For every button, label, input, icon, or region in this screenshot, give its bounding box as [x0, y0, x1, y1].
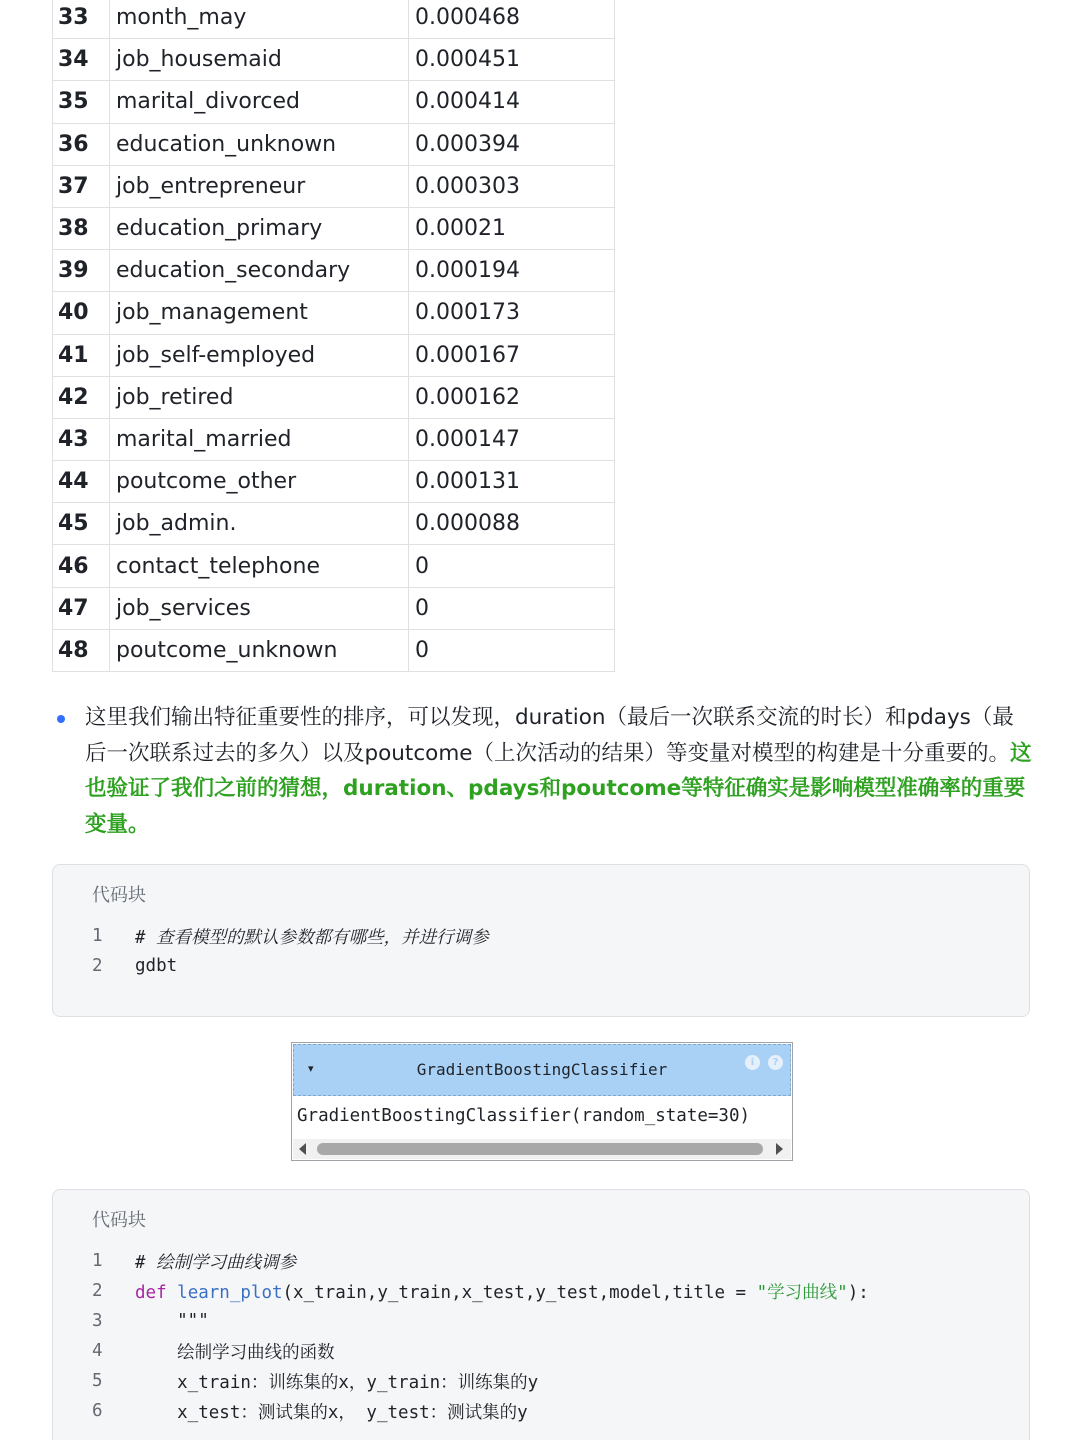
- scroll-left-arrow-icon[interactable]: [299, 1143, 306, 1155]
- code-comment: # 查看模型的默认参数都有哪些，并进行调参: [135, 927, 489, 948]
- feature-importance: 0.00021: [409, 207, 615, 249]
- table-row: [53, 376, 615, 418]
- table-row: [53, 629, 615, 671]
- feature-importance: 0.000194: [409, 250, 615, 292]
- line-number: 1: [92, 926, 103, 946]
- table-row: [53, 123, 615, 165]
- row-index: 37: [53, 165, 110, 207]
- feature-importance: 0.000303: [409, 165, 615, 207]
- info-icon[interactable]: i: [745, 1055, 760, 1070]
- feature-importance: 0.000414: [409, 81, 615, 123]
- table-row: [53, 587, 615, 629]
- row-index: 34: [53, 39, 110, 81]
- feature-importance: 0.000394: [409, 123, 615, 165]
- feature-importance: 0: [409, 587, 615, 629]
- feature-name: job_self-employed: [110, 334, 409, 376]
- bullet-list-item: [52, 700, 1032, 842]
- row-index: 48: [53, 629, 110, 671]
- bullet-highlight-text: 这也验证了我们之前的猜想，duration、pdays和poutcome等特征确实是影响模型准确率的重要变量。: [85, 740, 1032, 837]
- code-docstring: 绘制学习曲线的函数: [135, 1342, 335, 1363]
- estimator-widget: [291, 1042, 793, 1161]
- code-docstring: """: [135, 1311, 209, 1331]
- code-line: [53, 1396, 1029, 1426]
- table-row: [53, 81, 615, 123]
- row-index: 38: [53, 207, 110, 249]
- estimator-header[interactable]: [293, 1044, 791, 1096]
- feature-name: education_secondary: [110, 250, 409, 292]
- table-row: [53, 207, 615, 249]
- horizontal-scrollbar[interactable]: [293, 1139, 791, 1159]
- table-row: [53, 334, 615, 376]
- code-function-name: learn_plot: [177, 1282, 283, 1303]
- line-number: 5: [92, 1371, 103, 1391]
- row-index: 42: [53, 376, 110, 418]
- feature-importance: 0.000147: [409, 418, 615, 460]
- bullet-dot-icon: [57, 715, 65, 723]
- row-index: 39: [53, 250, 110, 292]
- row-index: 47: [53, 587, 110, 629]
- code-punct: ):: [847, 1282, 869, 1303]
- scroll-right-arrow-icon[interactable]: [776, 1143, 783, 1155]
- feature-name: job_admin.: [110, 503, 409, 545]
- code-docstring: x_train：训练集的x，y_train：训练集的y: [135, 1372, 539, 1393]
- feature-name: month_may: [110, 0, 409, 39]
- feature-importance: 0.000468: [409, 0, 615, 39]
- scrollbar-thumb[interactable]: [317, 1143, 763, 1155]
- feature-name: education_unknown: [110, 123, 409, 165]
- line-number: 3: [92, 1311, 103, 1331]
- code-line: [53, 921, 1029, 951]
- feature-name: marital_divorced: [110, 81, 409, 123]
- code-keyword: def: [135, 1282, 178, 1303]
- code-comment: # 绘制学习曲线调参: [135, 1252, 297, 1273]
- line-number: 2: [92, 1281, 103, 1301]
- bullet-text: 这里我们输出特征重要性的排序，可以发现，duration（最后一次联系交流的时长）和pdays（最后一次联系过去的多久）以及poutcome（上次活动的结果）等变量对模型的构建是十分重要的。: [85, 705, 1014, 766]
- row-index: 40: [53, 292, 110, 334]
- table-row: [53, 39, 615, 81]
- feature-name: poutcome_other: [110, 461, 409, 503]
- feature-importance: 0.000162: [409, 376, 615, 418]
- row-index: 36: [53, 123, 110, 165]
- line-number: 4: [92, 1341, 103, 1361]
- code-line: [53, 1336, 1029, 1366]
- feature-name: poutcome_unknown: [110, 629, 409, 671]
- code-docstring: x_test：测试集的x， y_test：测试集的y: [135, 1402, 528, 1423]
- line-number: 1: [92, 1251, 103, 1271]
- table-row: [53, 165, 615, 207]
- feature-importance: 0.000173: [409, 292, 615, 334]
- line-number: 6: [92, 1401, 103, 1421]
- table-row: [53, 503, 615, 545]
- estimator-title: GradientBoostingClassifier: [416, 1060, 668, 1079]
- code-line: [53, 1306, 1029, 1336]
- row-index: 43: [53, 418, 110, 460]
- row-index: 33: [53, 0, 110, 39]
- table-row: [53, 461, 615, 503]
- bullet-paragraph: [85, 700, 1032, 842]
- table-row: [53, 292, 615, 334]
- table-row: [53, 0, 615, 39]
- table-row: [53, 418, 615, 460]
- code-block-title: 代码块: [92, 885, 146, 906]
- code-string: "学习曲线": [756, 1282, 848, 1303]
- feature-name: job_management: [110, 292, 409, 334]
- row-index: 35: [53, 81, 110, 123]
- feature-importance: 0: [409, 545, 615, 587]
- table-row: [53, 250, 615, 292]
- code-block-title: 代码块: [92, 1210, 146, 1231]
- help-icon[interactable]: ?: [768, 1055, 783, 1070]
- feature-name: job_services: [110, 587, 409, 629]
- feature-importance: 0.000088: [409, 503, 615, 545]
- feature-importance: 0.000451: [409, 39, 615, 81]
- code-line: [53, 1246, 1029, 1276]
- feature-name: marital_married: [110, 418, 409, 460]
- feature-name: job_housemaid: [110, 39, 409, 81]
- feature-importance: 0: [409, 629, 615, 671]
- code-line: [53, 1276, 1029, 1306]
- code-lines: [53, 1246, 1029, 1426]
- estimator-repr: GradientBoostingClassifier(random_state=30): [297, 1106, 751, 1126]
- code-block[interactable]: [52, 1189, 1030, 1440]
- feature-importance: 0.000167: [409, 334, 615, 376]
- line-number: 2: [92, 956, 103, 976]
- row-index: 44: [53, 461, 110, 503]
- row-index: 46: [53, 545, 110, 587]
- row-index: 45: [53, 503, 110, 545]
- row-index: 41: [53, 334, 110, 376]
- feature-name: job_retired: [110, 376, 409, 418]
- code-args: (x_train,y_train,x_test,y_test,model,title =: [282, 1282, 757, 1303]
- code-line: [53, 1366, 1029, 1396]
- feature-name: job_entrepreneur: [110, 165, 409, 207]
- feature-name: education_primary: [110, 207, 409, 249]
- feature-name: contact_telephone: [110, 545, 409, 587]
- code-text: gdbt: [135, 956, 178, 976]
- expand-toggle-icon[interactable]: ▾: [308, 1062, 314, 1075]
- feature-importance-table: [52, 0, 615, 672]
- code-block[interactable]: [52, 864, 1030, 1017]
- table-row: [53, 545, 615, 587]
- code-line: [53, 951, 1029, 981]
- code-lines: [53, 921, 1029, 981]
- feature-importance: 0.000131: [409, 461, 615, 503]
